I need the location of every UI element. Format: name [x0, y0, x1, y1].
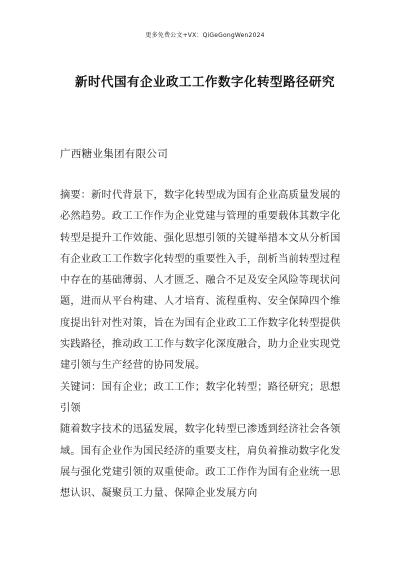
document-title: 新时代国有企业政工工作数字化转型路径研究 [74, 74, 335, 89]
keywords-paragraph [60, 377, 350, 420]
keywords-label: 关键词： [60, 381, 102, 393]
abstract-paragraph [60, 185, 350, 377]
keywords-text: 国有企业；政工工作；数字化转型；路径研究；思想引领 [60, 381, 341, 414]
abstract-text: 新时代背景下，数字化转型成为国有企业高质量发展的必然趋势。政工工作作为企业党建与管理的重要载体其数字化转型是提升工作效能、强化思想引领的关键举措本文从分析国有企业政工工作数字化转型的重要性入手，剖析当前转型过程中存在的基础薄弱、人才匮乏、融合不足及安全风险等现状问题，进而从平台构建、人才培育、流程重构、安全保障四个维度提出针对性对策，旨在为国有企业政工工作数字化转型提供实践路径，推动政工工作与数字化深度融合，助力企业实现党建引领与生产经营的协同发展。 [60, 190, 341, 372]
abstract-label: 摘要： [60, 190, 92, 201]
document-body [60, 185, 350, 504]
organization-name: 广西糖业集团有限公司 [60, 148, 168, 160]
page-header: 更多免费公文+VX：QiGeGongWen2024 [145, 32, 265, 39]
body-paragraph: 随着数字技术的迅猛发展，数字化转型已渗透到经济社会各领域。国有企业作为国民经济的重要支柱，肩负着推动数字化发展与强化党建引领的双重使命。政工工作作为国有企业统一思想认识、凝聚员工力量、保障企业发展方向 [60, 424, 341, 500]
